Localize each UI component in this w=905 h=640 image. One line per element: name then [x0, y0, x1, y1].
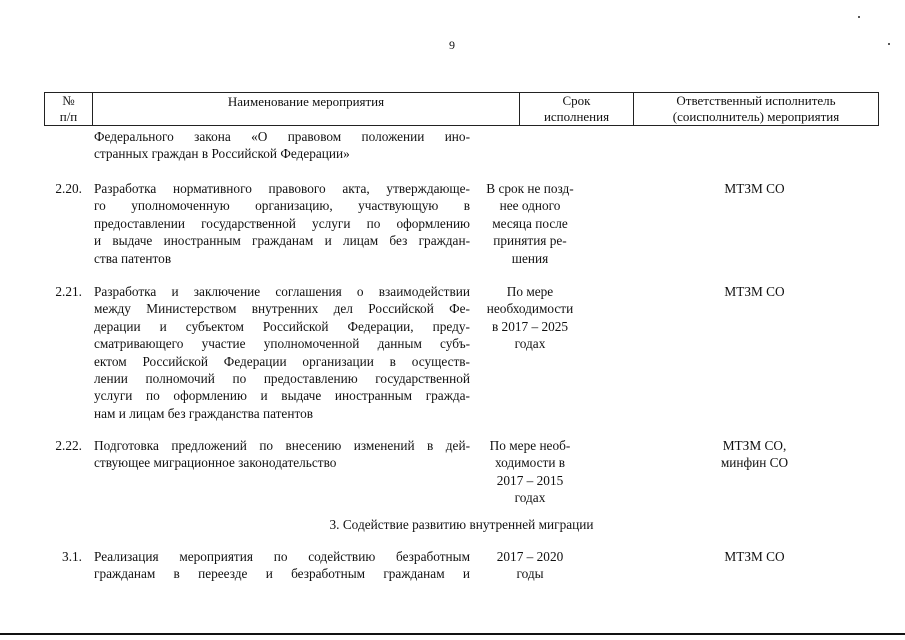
text-line: месяца после: [492, 215, 568, 231]
header-term-label: Срок: [562, 93, 591, 108]
text-line: Реализация мероприятия по содействию безработным: [94, 549, 470, 564]
row-deadline: [475, 437, 585, 507]
row-deadline: [475, 180, 585, 267]
header-name-label: Наименование мероприятия: [227, 93, 385, 109]
row-activity-name: [94, 437, 470, 472]
text-line: нее одного: [499, 198, 561, 214]
row-number: 2.21.: [55, 284, 82, 299]
header-number-cell: [45, 93, 92, 125]
header-term-cell: [519, 93, 633, 125]
header-responsible-sublabel: (соисполнитель) мероприятия: [672, 109, 840, 124]
text-line: минфин СО: [720, 455, 789, 471]
header-term-sublabel: исполнения: [543, 109, 610, 124]
text-line: По мере: [506, 284, 554, 299]
text-line: Федерального закона «О правовом положении ино-: [94, 129, 470, 144]
section-title: 3. Содействие развитию внутренней миграции: [329, 517, 594, 532]
header-name-cell: [92, 93, 519, 125]
row-deadline: [475, 548, 585, 583]
text-line: Подготовка предложений по внесению изменений в дей-: [94, 438, 470, 453]
row-number: 3.1.: [62, 549, 82, 564]
row-number: 2.20.: [55, 181, 82, 196]
header-responsible-cell: [633, 93, 878, 125]
text-line: необходимости: [486, 301, 574, 317]
text-line: МТЗМ СО,: [722, 438, 787, 453]
text-line: ходимости в: [494, 455, 566, 471]
text-line: МТЗМ СО: [724, 549, 785, 564]
table-header: [44, 92, 879, 126]
text-line: ствующее миграционное законодательство: [94, 455, 337, 471]
row-responsible: [632, 283, 877, 300]
text-line: годах: [514, 490, 546, 506]
row-responsible: [632, 548, 877, 565]
text-line: В срок не позд-: [486, 181, 574, 196]
text-line: годах: [514, 336, 546, 352]
text-line: услуги по оформлению и выдаче иностранным гражда-: [94, 388, 470, 404]
text-line: Разработка нормативного правового акта, утверждающе-: [94, 181, 470, 196]
row-number: 2.22.: [55, 438, 82, 453]
text-line: в 2017 – 2025: [491, 318, 569, 334]
header-responsible-label: Ответственный исполнитель: [676, 93, 836, 108]
text-line: 2017 – 2020: [496, 549, 564, 564]
row-activity-name: [94, 283, 470, 422]
text-line: МТЗМ СО: [724, 181, 785, 196]
bottom-rule: [0, 633, 905, 635]
text-line: МТЗМ СО: [724, 284, 785, 299]
text-line: ектом Российской Федерации организации в осуществ-: [94, 353, 470, 369]
scan-speck: [888, 43, 890, 45]
page-number: 9: [449, 38, 455, 52]
text-line: годы: [516, 566, 544, 582]
text-line: и выдаче иностранным гражданам и лицам без граждан-: [94, 233, 470, 249]
text-line: лении полномочий по предоставлению государственной: [94, 371, 470, 387]
text-line: странных граждан в Российской Федерации»: [94, 146, 350, 162]
header-number-label: №: [62, 93, 75, 108]
header-number-sublabel: п/п: [59, 109, 78, 124]
text-line: Разработка и заключение соглашения о взаимодействии: [94, 284, 470, 299]
row-responsible: [632, 437, 877, 472]
text-line: шения: [511, 250, 549, 266]
text-line: принятия ре-: [493, 233, 567, 249]
text-line: сматривающего участие уполномоченной данным субъ-: [94, 336, 470, 352]
row-deadline: [475, 283, 585, 353]
row-activity-name: [94, 180, 470, 267]
row-activity-name: [94, 548, 470, 583]
scan-speck: [858, 16, 860, 18]
text-line: предоставлении государственной услуги по оформлению: [94, 215, 470, 231]
text-line: По мере необ-: [489, 438, 571, 453]
text-line: ства патентов: [94, 250, 172, 266]
text-line: гражданам в переезде и безработным гражданам и: [94, 566, 470, 582]
text-line: нам и лицам без гражданства патентов: [94, 405, 314, 421]
text-line: го уполномоченную организацию, участвующую в: [94, 198, 470, 214]
text-line: между Министерством внутренних дел Российской Фе-: [94, 301, 470, 317]
row-responsible: [632, 180, 877, 197]
text-line: 2017 – 2015: [496, 472, 564, 488]
text-line: дерации и субъектом Российской Федерации, преду-: [94, 318, 470, 334]
continuation-text: [94, 128, 470, 163]
